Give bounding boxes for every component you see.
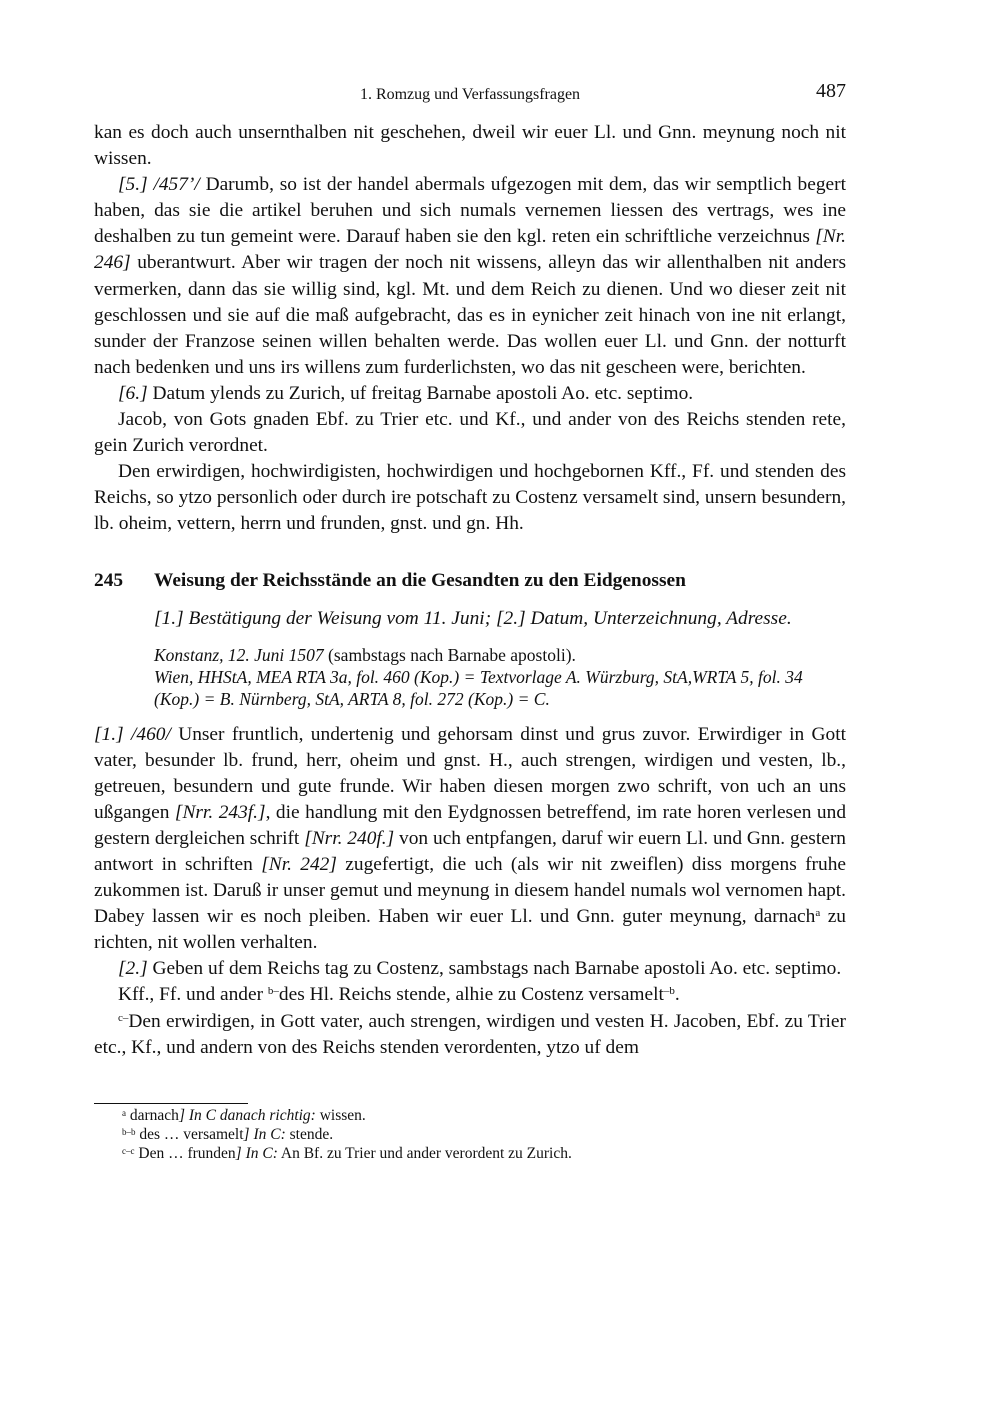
text: wissen. [315,1106,366,1124]
note: ] In C: [243,1125,286,1143]
sources: Wien, HHStA, MEA RTA 3a, fol. 460 (Kop.) = Textvorlage A. Würzburg, StA,WRTA 5, fol. 34 (Kop.) = B. Nürnberg, StA, ARTA 8, fol. 272 (Kop.) = C. [154,666,803,709]
footnote [122,1106,846,1125]
page-header [94,80,846,120]
document-page [94,80,846,1163]
paragraph: Den erwirdigen, hochwirdigisten, hochwirdigen und hochgebornen Kff., Ff. und stenden des Reichs, so ytzo personlich oder durch ire potschaft zu Costenz versamelt sind, unsern besundern, lb. oheim, vettern, herrn und frunden, gnst. und gn. Hh. [94,461,846,535]
paragraph: kan es doch auch unsernthalben nit geschehen, dweil wir euer Ll. und Gnn. meynung noch nit wissen. [94,122,846,170]
footnotes [122,1106,846,1163]
text: An Bf. zu Trier und ander verordent zu Zurich. [277,1144,572,1162]
text: von uch entpfangen, daruf wir euern Ll. und Gnn. gestern antwort in schriften [94,827,847,875]
text: Den erwirdigen, in Gott vater, auch strengen, wirdigen und vesten H. Jacoben, Ebf. zu Trier etc., Kf., und andern von des Reichs stenden verordenten, ytzo uf dem [94,1010,846,1058]
footnote-marker[interactable]: a [815,907,821,920]
note: ] In C: [235,1144,278,1162]
text: Den … frunden [134,1144,236,1162]
footnote-mark: c–c [122,1145,135,1156]
text: Geben uf dem Reichs tag zu Costenz, sambstags nach Barnabe apostoli Ao. etc. septimo. [147,958,842,980]
reference: [Nr. 242] [261,853,337,875]
document-body [94,722,846,1061]
reference: [Nr. 246] [94,226,846,274]
summary: [1.] Bestätigung der Weisung vom 11. Juni; [2.] Datum, Unterzeichnung, Adresse. [154,607,792,629]
text: darnach [126,1106,179,1124]
text: des Hl. Reichs stende, alhie zu Costenz versamelt [278,984,664,1006]
text: . [674,984,680,1006]
section-marker: [6.] [118,382,148,404]
date-note: (sambstags nach Barnabe apostoli). [323,644,576,665]
running-title: 1. Romzug und Verfassungsfragen [359,86,581,103]
footnote-mark: a [122,1107,126,1118]
text: zugefertigt, die uch (als wir nit zweiflen) diss morgens fruhe zukommen ist. Daruß ir unser gemut und meynung in diesem handel numals wol vernomen hapt. Dabey lassen wir es noch pleiben. Haben wir euer Ll. und Gnn. guter meynung, darnach [94,853,847,928]
footnote [122,1125,846,1144]
document-number: 245 [94,569,124,591]
note: ] In C danach richtig: [178,1106,316,1124]
paragraph [94,956,846,982]
paragraph: Jacob, von Gots gnaden Ebf. zu Trier etc. und Kf., und ander von des Reichs stenden rete, gein Zurich verordnet. [94,409,846,457]
paragraph [94,722,846,957]
page-number: 487 [816,80,846,102]
footnote-mark: b–b [122,1126,136,1137]
reference: [Nrr. 243f.] [174,801,266,823]
section-marker: [1.] /460/ [94,723,171,745]
text: uberantwurt. Aber wir tragen der noch nit wissens, alleyn das wir allenthalben nit anders vermerken, dann das sie willig sind, kgl. Mt. und dem Reich zu dienen. Und wo dieser zeit nit geschlossen und sie auf die maß aufgebracht, das es in eynicher zeit hinach von ine nit erlangt, sunder der Franzose seinen willen behalten werde. Das wollen euer Ll. und Gnn. der notturft nach bedenken und uns irs willens zum furderlichsten, wo das nit gescheen were, berichten. [94,252,846,378]
footnote [122,1144,846,1163]
document-meta [154,606,846,710]
footnote-marker[interactable]: b– [267,985,279,998]
text: des … versamelt [135,1125,244,1143]
text: Darumb, so ist der handel abermals ufgezogen mit dem, das wir semptlich begert haben, das sie die artikel beruhen und sich numals vernemen liessen des vertrags, wes ine deshalben zu tun gemeint were. Darauf haben sie den kgl. reten ein schriftliche verzeichnus [94,174,846,248]
text: Datum ylends zu Zurich, uf freitag Barnabe apostoli Ao. etc. septimo. [147,382,694,404]
paragraph [94,982,846,1008]
footnote-marker[interactable]: –b [663,985,675,998]
section-marker: [2.] [118,958,148,980]
footnote-divider [94,1103,248,1104]
footnote-marker[interactable]: c– [118,1011,129,1024]
paragraph [94,381,846,407]
text: , die handlung mit den Eydgnossen betreffend, im rate horen verlesen und gestern dergleichen schrift [94,801,847,849]
text: stende. [285,1125,334,1143]
paragraph [94,172,846,381]
place-date: Konstanz, 12. Juni 1507 [154,644,324,665]
text: Kff., Ff. und ander [118,984,268,1006]
document-heading [94,568,846,594]
text: zu richten, nit wollen verhalten. [94,906,847,954]
section-marker: [5.] /457’/ [118,174,200,196]
paragraph [94,1009,846,1061]
document-title: Weisung der Reichsstände an die Gesandten zu den Eidgenossen [154,569,686,591]
reference: [Nrr. 240f.] [304,827,395,849]
text: Unser fruntlich, undertenig und gehorsam dinst und grus zuvor. Erwirdiger in Gott vater, besunder lb. frund, herr, oheim und gnst. H., auch strengen, wirdigen und vesten, lb., getreuen, besundern und gute frunde. Wir haben diesen morgen zwo schrift, von uch an uns ußgangen [94,723,846,823]
